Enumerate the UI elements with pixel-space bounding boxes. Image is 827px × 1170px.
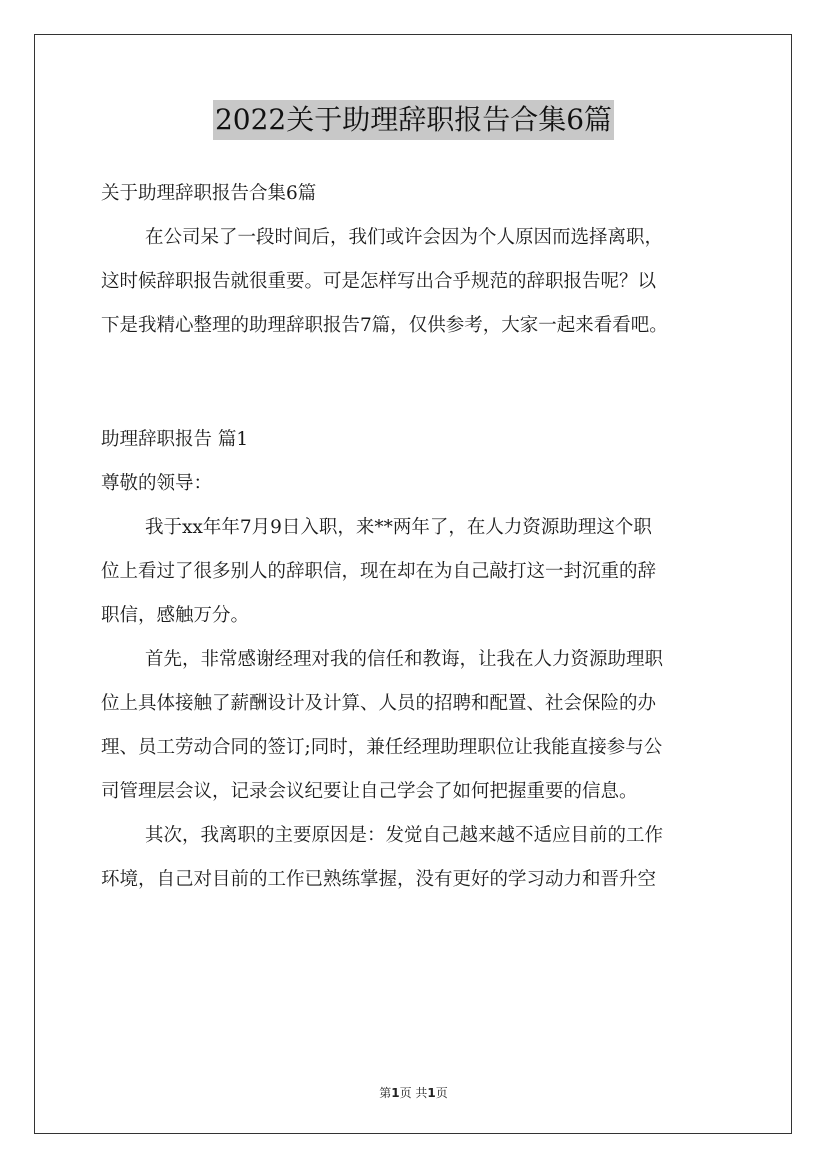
section-gap [101, 348, 741, 418]
document-title: 2022关于助理辞职报告合集6篇 [213, 100, 614, 140]
salutation: 尊敬的领导： [101, 473, 213, 494]
intro-line-3: 下是我精心整理的助理辞职报告7篇，仅供参考，大家一起来看看吧。 [101, 315, 668, 336]
paragraph3-line-2: 环境，自己对目前的工作已熟练掌握，没有更好的学习动力和晋升空 [101, 869, 657, 890]
paragraph2-line-4: 司管理层会议，记录会议纪要让自己学会了如何把握重要的信息。 [101, 781, 638, 802]
intro-line-1: 在公司呆了一段时间后，我们或许会因为个人原因而选择离职， [145, 227, 664, 248]
document-subtitle: 关于助理辞职报告合集6篇 [101, 183, 317, 204]
paragraph3-line-1: 其次，我离职的主要原因是：发觉自己越来越不适应目前的工作 [145, 825, 664, 846]
section-heading: 助理辞职报告 篇1 [101, 429, 249, 450]
paragraph1-line-1: 我于xx年年7月9日入职，来**两年了，在人力资源助理这个职 [145, 517, 652, 538]
footer-total-pages: 1 [427, 1086, 436, 1100]
footer-page-number: 1 [391, 1086, 400, 1100]
document-body [101, 172, 741, 902]
footer-suffix: 页 [435, 1086, 448, 1100]
paragraph1-line-3: 职信，感触万分。 [101, 605, 250, 626]
paragraph2-line-3: 理、员工劳动合同的签订;同时，兼任经理助理职位让我能直接参与公 [101, 737, 663, 758]
footer-prefix: 第 [379, 1086, 392, 1100]
paragraph2-line-1: 首先，非常感谢经理对我的信任和教诲，让我在人力资源助理职 [145, 649, 664, 670]
paragraph1-line-2: 位上看过了很多别人的辞职信，现在却在为自己敲打这一封沉重的辞 [101, 561, 657, 582]
page-footer [0, 1084, 827, 1101]
footer-mid: 页 共 [399, 1086, 428, 1100]
title-container [0, 100, 827, 140]
intro-line-2: 这时候辞职报告就很重要。可是怎样写出合乎规范的辞职报告呢？以 [101, 271, 657, 292]
paragraph2-line-2: 位上具体接触了薪酬设计及计算、人员的招聘和配置、社会保险的办 [101, 693, 657, 714]
